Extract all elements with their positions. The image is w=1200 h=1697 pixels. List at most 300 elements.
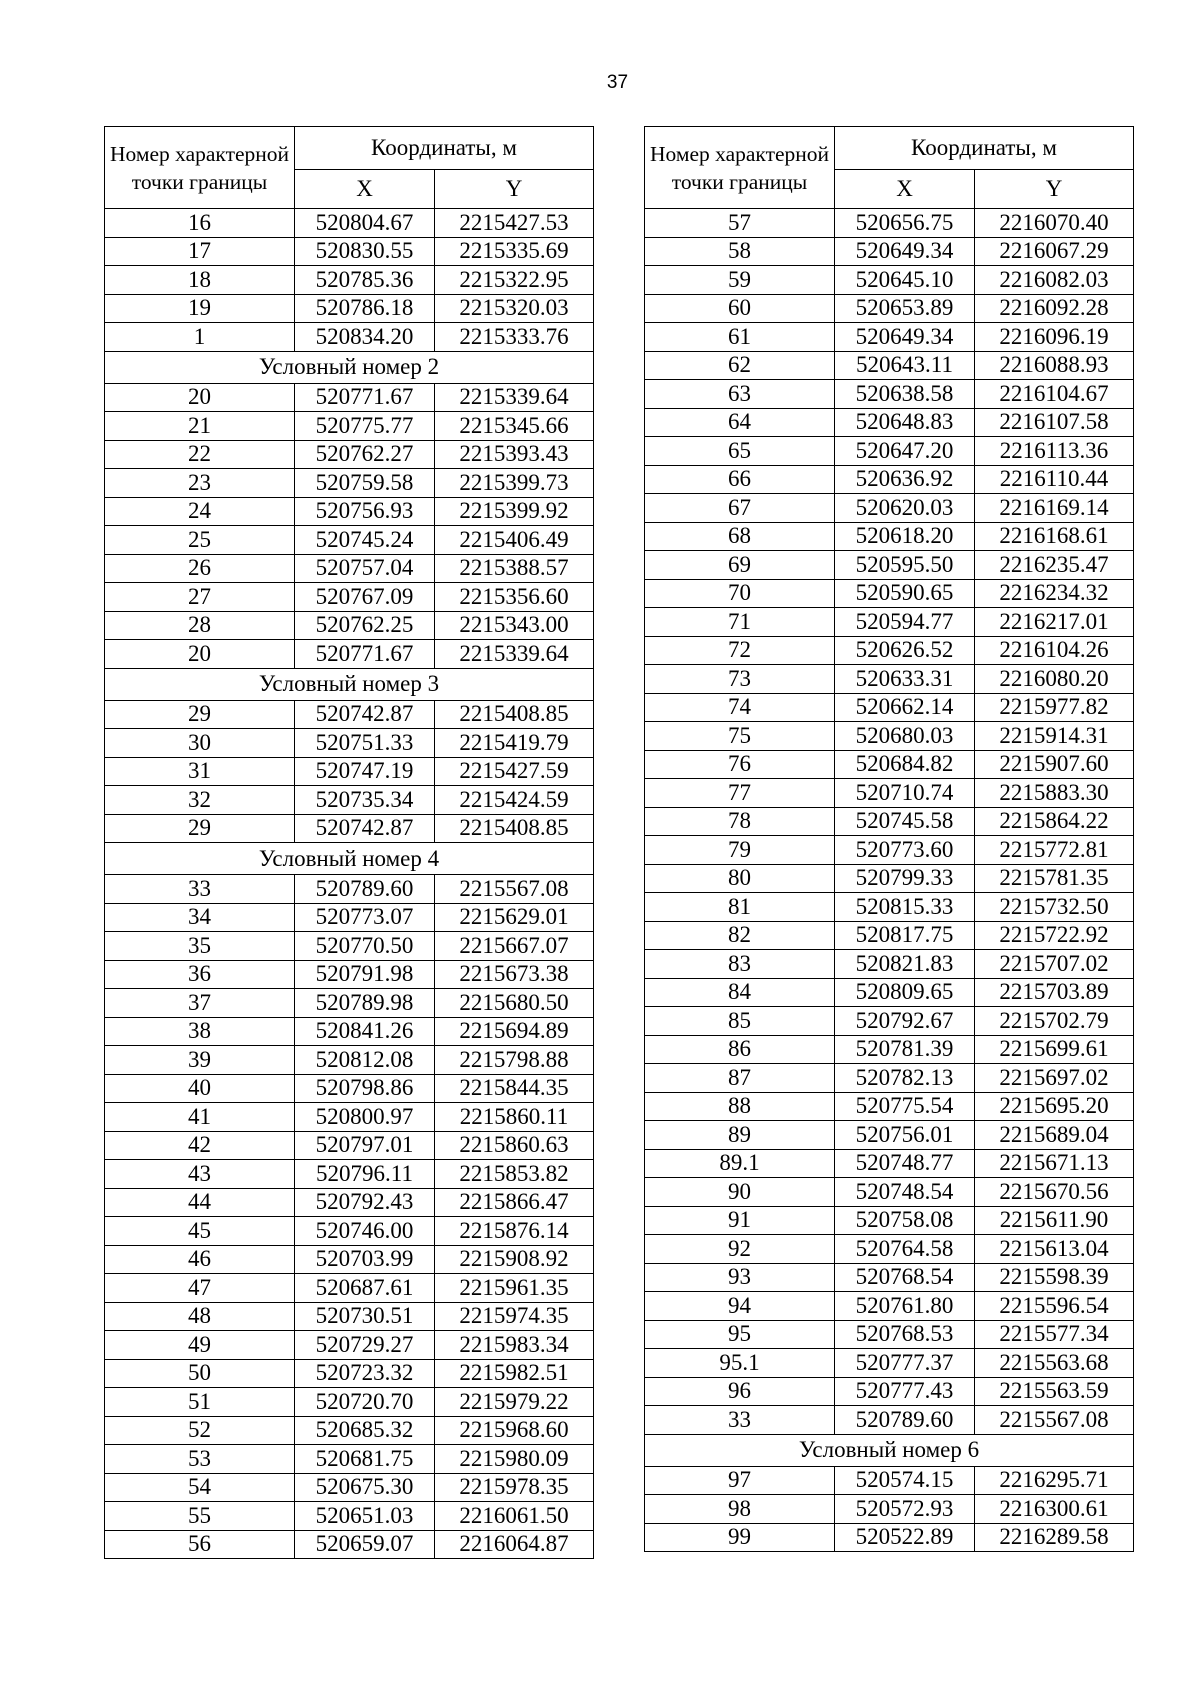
x-coordinate-cell: 520789.98	[295, 989, 435, 1018]
y-coordinate-cell: 2215699.61	[975, 1035, 1134, 1064]
x-coordinate-cell: 520745.24	[295, 526, 435, 555]
x-coordinate-cell: 520633.31	[835, 665, 975, 694]
table-row	[645, 636, 1134, 665]
table-row	[645, 351, 1134, 380]
point-number-cell: 57	[645, 209, 835, 238]
x-coordinate-cell: 520789.60	[835, 1406, 975, 1435]
point-number-cell: 29	[105, 700, 295, 729]
point-number-cell: 1	[105, 323, 295, 352]
table-row	[105, 583, 594, 612]
table-row	[645, 836, 1134, 865]
table-row	[105, 237, 594, 266]
point-number-cell: 64	[645, 408, 835, 437]
x-coordinate-cell: 520659.07	[295, 1530, 435, 1559]
y-coordinate-cell: 2216234.32	[975, 579, 1134, 608]
y-coordinate-cell: 2215798.88	[435, 1046, 594, 1075]
point-number-cell: 59	[645, 266, 835, 295]
table-row	[645, 921, 1134, 950]
point-number-cell: 27	[105, 583, 295, 612]
y-coordinate-cell: 2215982.51	[435, 1359, 594, 1388]
table-row	[105, 1046, 594, 1075]
table-row	[105, 1302, 594, 1331]
point-number-cell: 73	[645, 665, 835, 694]
x-coordinate-cell: 520595.50	[835, 551, 975, 580]
x-coordinate-cell: 520757.04	[295, 554, 435, 583]
point-number-cell: 89.1	[645, 1149, 835, 1178]
y-coordinate-cell: 2215680.50	[435, 989, 594, 1018]
point-number-cell: 93	[645, 1263, 835, 1292]
table-row	[645, 579, 1134, 608]
point-number-cell: 61	[645, 323, 835, 352]
table-row	[645, 209, 1134, 238]
x-coordinate-cell: 520574.15	[835, 1466, 975, 1495]
y-coordinate-cell: 2215983.34	[435, 1331, 594, 1360]
x-coordinate-cell: 520773.60	[835, 836, 975, 865]
x-coordinate-cell: 520756.93	[295, 497, 435, 526]
y-coordinate-cell: 2215567.08	[975, 1406, 1134, 1435]
y-coordinate-cell: 2215671.13	[975, 1149, 1134, 1178]
section-row	[105, 351, 594, 383]
y-coordinate-cell: 2215596.54	[975, 1292, 1134, 1321]
x-coordinate-cell: 520791.98	[295, 960, 435, 989]
y-coordinate-cell: 2215703.89	[975, 978, 1134, 1007]
header-point-number: Номер характерной точки границы	[645, 127, 835, 209]
y-coordinate-cell: 2216064.87	[435, 1530, 594, 1559]
table-row	[645, 1495, 1134, 1524]
section-title: Условный номер 3	[105, 668, 594, 700]
x-coordinate-cell: 520742.87	[295, 700, 435, 729]
point-number-cell: 33	[645, 1406, 835, 1435]
y-coordinate-cell: 2216107.58	[975, 408, 1134, 437]
point-number-cell: 62	[645, 351, 835, 380]
x-coordinate-cell: 520742.87	[295, 814, 435, 843]
point-number-cell: 30	[105, 729, 295, 758]
y-coordinate-cell: 2215419.79	[435, 729, 594, 758]
table-row	[105, 383, 594, 412]
point-number-cell: 91	[645, 1206, 835, 1235]
table-row	[105, 1388, 594, 1417]
point-number-cell: 86	[645, 1035, 835, 1064]
point-number-cell: 42	[105, 1131, 295, 1160]
point-number-cell: 21	[105, 412, 295, 441]
table-row	[105, 1017, 594, 1046]
x-coordinate-cell: 520777.37	[835, 1349, 975, 1378]
table-row	[645, 665, 1134, 694]
header-point-number: Номер характерной точки границы	[105, 127, 295, 209]
table-row	[105, 294, 594, 323]
x-coordinate-cell: 520687.61	[295, 1274, 435, 1303]
point-number-cell: 82	[645, 921, 835, 950]
y-coordinate-cell: 2215399.73	[435, 469, 594, 498]
table-row	[105, 526, 594, 555]
table-row	[105, 209, 594, 238]
table-row	[645, 1178, 1134, 1207]
point-number-cell: 69	[645, 551, 835, 580]
x-coordinate-cell: 520773.07	[295, 903, 435, 932]
point-number-cell: 70	[645, 579, 835, 608]
x-coordinate-cell: 520651.03	[295, 1502, 435, 1531]
point-number-cell: 85	[645, 1007, 835, 1036]
y-coordinate-cell: 2216168.61	[975, 522, 1134, 551]
x-coordinate-cell: 520792.67	[835, 1007, 975, 1036]
point-number-cell: 94	[645, 1292, 835, 1321]
point-number-cell: 97	[645, 1466, 835, 1495]
y-coordinate-cell: 2215613.04	[975, 1235, 1134, 1264]
point-number-cell: 22	[105, 440, 295, 469]
x-coordinate-cell: 520748.54	[835, 1178, 975, 1207]
y-coordinate-cell: 2215356.60	[435, 583, 594, 612]
table-row	[105, 1188, 594, 1217]
header-y: Y	[975, 170, 1134, 209]
y-coordinate-cell: 2215667.07	[435, 932, 594, 961]
y-coordinate-cell: 2215343.00	[435, 611, 594, 640]
point-number-cell: 74	[645, 693, 835, 722]
table-row	[105, 497, 594, 526]
point-number-cell: 71	[645, 608, 835, 637]
section-title: Условный номер 2	[105, 351, 594, 383]
y-coordinate-cell: 2215860.11	[435, 1103, 594, 1132]
x-coordinate-cell: 520618.20	[835, 522, 975, 551]
y-coordinate-cell: 2216080.20	[975, 665, 1134, 694]
y-coordinate-cell: 2216082.03	[975, 266, 1134, 295]
point-number-cell: 98	[645, 1495, 835, 1524]
y-coordinate-cell: 2215563.59	[975, 1377, 1134, 1406]
x-coordinate-cell: 520775.54	[835, 1092, 975, 1121]
point-number-cell: 47	[105, 1274, 295, 1303]
point-number-cell: 53	[105, 1445, 295, 1474]
y-coordinate-cell: 2215670.56	[975, 1178, 1134, 1207]
table-row	[105, 960, 594, 989]
x-coordinate-cell: 520723.32	[295, 1359, 435, 1388]
y-coordinate-cell: 2215702.79	[975, 1007, 1134, 1036]
y-coordinate-cell: 2215577.34	[975, 1320, 1134, 1349]
point-number-cell: 80	[645, 864, 835, 893]
x-coordinate-cell: 520649.34	[835, 323, 975, 352]
x-coordinate-cell: 520815.33	[835, 893, 975, 922]
point-number-cell: 17	[105, 237, 295, 266]
x-coordinate-cell: 520809.65	[835, 978, 975, 1007]
table-row	[645, 1377, 1134, 1406]
point-number-cell: 67	[645, 494, 835, 523]
table-row	[645, 237, 1134, 266]
x-coordinate-cell: 520764.58	[835, 1235, 975, 1264]
table-row	[645, 1466, 1134, 1495]
table-row	[645, 1064, 1134, 1093]
y-coordinate-cell: 2215406.49	[435, 526, 594, 555]
point-number-cell: 35	[105, 932, 295, 961]
x-coordinate-cell: 520746.00	[295, 1217, 435, 1246]
point-number-cell: 78	[645, 807, 835, 836]
table-row	[105, 786, 594, 815]
x-coordinate-cell: 520785.36	[295, 266, 435, 295]
x-coordinate-cell: 520680.03	[835, 722, 975, 751]
header-y: Y	[435, 170, 594, 209]
table-row	[105, 266, 594, 295]
table-row	[105, 700, 594, 729]
point-number-cell: 44	[105, 1188, 295, 1217]
y-coordinate-cell: 2216070.40	[975, 209, 1134, 238]
y-coordinate-cell: 2215611.90	[975, 1206, 1134, 1235]
x-coordinate-cell: 520703.99	[295, 1245, 435, 1274]
table-row	[105, 1245, 594, 1274]
y-coordinate-cell: 2216289.58	[975, 1523, 1134, 1552]
y-coordinate-cell: 2215673.38	[435, 960, 594, 989]
y-coordinate-cell: 2215853.82	[435, 1160, 594, 1189]
point-number-cell: 45	[105, 1217, 295, 1246]
table-row	[105, 611, 594, 640]
x-coordinate-cell: 520830.55	[295, 237, 435, 266]
point-number-cell: 84	[645, 978, 835, 1007]
table-row	[645, 1349, 1134, 1378]
x-coordinate-cell: 520786.18	[295, 294, 435, 323]
x-coordinate-cell: 520522.89	[835, 1523, 975, 1552]
y-coordinate-cell: 2216067.29	[975, 237, 1134, 266]
table-row	[105, 440, 594, 469]
table-row	[645, 380, 1134, 409]
y-coordinate-cell: 2216096.19	[975, 323, 1134, 352]
y-coordinate-cell: 2215883.30	[975, 779, 1134, 808]
table-row	[645, 1263, 1134, 1292]
table-row	[645, 950, 1134, 979]
point-number-cell: 96	[645, 1377, 835, 1406]
table-row	[645, 1092, 1134, 1121]
y-coordinate-cell: 2215598.39	[975, 1263, 1134, 1292]
header-coordinates: Координаты, м	[295, 127, 594, 170]
point-number-cell: 68	[645, 522, 835, 551]
point-number-cell: 81	[645, 893, 835, 922]
table-row	[105, 1331, 594, 1360]
table-row	[105, 1217, 594, 1246]
table-row	[645, 1206, 1134, 1235]
point-number-cell: 66	[645, 465, 835, 494]
x-coordinate-cell: 520771.67	[295, 640, 435, 669]
table-row	[105, 412, 594, 441]
point-number-cell: 92	[645, 1235, 835, 1264]
x-coordinate-cell: 520729.27	[295, 1331, 435, 1360]
x-coordinate-cell: 520730.51	[295, 1302, 435, 1331]
table-row	[645, 323, 1134, 352]
y-coordinate-cell: 2215427.59	[435, 757, 594, 786]
table-row	[645, 1320, 1134, 1349]
x-coordinate-cell: 520647.20	[835, 437, 975, 466]
point-number-cell: 75	[645, 722, 835, 751]
x-coordinate-cell: 520735.34	[295, 786, 435, 815]
table-row	[105, 1502, 594, 1531]
y-coordinate-cell: 2215697.02	[975, 1064, 1134, 1093]
table-row	[105, 640, 594, 669]
table-row	[105, 729, 594, 758]
x-coordinate-cell: 520841.26	[295, 1017, 435, 1046]
y-coordinate-cell: 2215694.89	[435, 1017, 594, 1046]
x-coordinate-cell: 520797.01	[295, 1131, 435, 1160]
point-number-cell: 55	[105, 1502, 295, 1531]
point-number-cell: 28	[105, 611, 295, 640]
x-coordinate-cell: 520800.97	[295, 1103, 435, 1132]
point-number-cell: 50	[105, 1359, 295, 1388]
point-number-cell: 29	[105, 814, 295, 843]
y-coordinate-cell: 2215844.35	[435, 1074, 594, 1103]
point-number-cell: 23	[105, 469, 295, 498]
header-coordinates: Координаты, м	[835, 127, 1134, 170]
table-row	[645, 1523, 1134, 1552]
y-coordinate-cell: 2215427.53	[435, 209, 594, 238]
table-row	[645, 693, 1134, 722]
point-number-cell: 72	[645, 636, 835, 665]
point-number-cell: 88	[645, 1092, 835, 1121]
y-coordinate-cell: 2215563.68	[975, 1349, 1134, 1378]
y-coordinate-cell: 2215781.35	[975, 864, 1134, 893]
point-number-cell: 51	[105, 1388, 295, 1417]
point-number-cell: 38	[105, 1017, 295, 1046]
y-coordinate-cell: 2215393.43	[435, 440, 594, 469]
x-coordinate-cell: 520572.93	[835, 1495, 975, 1524]
y-coordinate-cell: 2215424.59	[435, 786, 594, 815]
table-row	[105, 1160, 594, 1189]
table-row	[645, 494, 1134, 523]
table-row	[105, 469, 594, 498]
point-number-cell: 26	[105, 554, 295, 583]
table-row	[105, 1473, 594, 1502]
point-number-cell: 20	[105, 640, 295, 669]
table-row	[645, 522, 1134, 551]
table-row	[645, 779, 1134, 808]
x-coordinate-cell: 520648.83	[835, 408, 975, 437]
x-coordinate-cell: 520775.77	[295, 412, 435, 441]
y-coordinate-cell: 2216169.14	[975, 494, 1134, 523]
point-number-cell: 43	[105, 1160, 295, 1189]
point-number-cell: 79	[645, 836, 835, 865]
x-coordinate-cell: 520771.67	[295, 383, 435, 412]
point-number-cell: 63	[645, 380, 835, 409]
x-coordinate-cell: 520792.43	[295, 1188, 435, 1217]
table-row	[105, 323, 594, 352]
x-coordinate-cell: 520681.75	[295, 1445, 435, 1474]
point-number-cell: 76	[645, 750, 835, 779]
x-coordinate-cell: 520684.82	[835, 750, 975, 779]
point-number-cell: 54	[105, 1473, 295, 1502]
y-coordinate-cell: 2215722.92	[975, 921, 1134, 950]
point-number-cell: 48	[105, 1302, 295, 1331]
x-coordinate-cell: 520762.25	[295, 611, 435, 640]
y-coordinate-cell: 2216217.01	[975, 608, 1134, 637]
point-number-cell: 87	[645, 1064, 835, 1093]
y-coordinate-cell: 2215866.47	[435, 1188, 594, 1217]
table-row	[105, 1445, 594, 1474]
y-coordinate-cell: 2215914.31	[975, 722, 1134, 751]
table-row	[645, 864, 1134, 893]
x-coordinate-cell: 520720.70	[295, 1388, 435, 1417]
table-row	[645, 1149, 1134, 1178]
x-coordinate-cell: 520834.20	[295, 323, 435, 352]
y-coordinate-cell: 2216295.71	[975, 1466, 1134, 1495]
table-row	[105, 554, 594, 583]
table-row	[645, 465, 1134, 494]
y-coordinate-cell: 2215629.01	[435, 903, 594, 932]
header-x: X	[295, 170, 435, 209]
x-coordinate-cell: 520821.83	[835, 950, 975, 979]
y-coordinate-cell: 2215345.66	[435, 412, 594, 441]
x-coordinate-cell: 520789.60	[295, 875, 435, 904]
header-x: X	[835, 170, 975, 209]
point-number-cell: 90	[645, 1178, 835, 1207]
y-coordinate-cell: 2216113.36	[975, 437, 1134, 466]
x-coordinate-cell: 520796.11	[295, 1160, 435, 1189]
coordinates-table-right	[644, 126, 1134, 1552]
y-coordinate-cell: 2215978.35	[435, 1473, 594, 1502]
x-coordinate-cell: 520817.75	[835, 921, 975, 950]
point-number-cell: 34	[105, 903, 295, 932]
y-coordinate-cell: 2216061.50	[435, 1502, 594, 1531]
point-number-cell: 24	[105, 497, 295, 526]
table-row	[645, 1406, 1134, 1435]
table-row	[105, 1359, 594, 1388]
point-number-cell: 19	[105, 294, 295, 323]
x-coordinate-cell: 520804.67	[295, 209, 435, 238]
section-row	[105, 843, 594, 875]
x-coordinate-cell: 520747.19	[295, 757, 435, 786]
x-coordinate-cell: 520594.77	[835, 608, 975, 637]
y-coordinate-cell: 2215695.20	[975, 1092, 1134, 1121]
point-number-cell: 37	[105, 989, 295, 1018]
table-row	[105, 875, 594, 904]
table-row	[645, 1121, 1134, 1150]
y-coordinate-cell: 2216104.26	[975, 636, 1134, 665]
table-row	[645, 1235, 1134, 1264]
y-coordinate-cell: 2216092.28	[975, 294, 1134, 323]
y-coordinate-cell: 2215980.09	[435, 1445, 594, 1474]
x-coordinate-cell: 520685.32	[295, 1416, 435, 1445]
y-coordinate-cell: 2216088.93	[975, 351, 1134, 380]
point-number-cell: 95.1	[645, 1349, 835, 1378]
point-number-cell: 77	[645, 779, 835, 808]
table-row	[645, 1035, 1134, 1064]
section-row	[105, 668, 594, 700]
y-coordinate-cell: 2215908.92	[435, 1245, 594, 1274]
x-coordinate-cell: 520645.10	[835, 266, 975, 295]
table-row	[645, 608, 1134, 637]
x-coordinate-cell: 520761.80	[835, 1292, 975, 1321]
x-coordinate-cell: 520782.13	[835, 1064, 975, 1093]
y-coordinate-cell: 2215707.02	[975, 950, 1134, 979]
y-coordinate-cell: 2215388.57	[435, 554, 594, 583]
y-coordinate-cell: 2215335.69	[435, 237, 594, 266]
y-coordinate-cell: 2215979.22	[435, 1388, 594, 1417]
y-coordinate-cell: 2215977.82	[975, 693, 1134, 722]
point-number-cell: 83	[645, 950, 835, 979]
point-number-cell: 99	[645, 1523, 835, 1552]
x-coordinate-cell: 520756.01	[835, 1121, 975, 1150]
table-row	[105, 1074, 594, 1103]
point-number-cell: 58	[645, 237, 835, 266]
x-coordinate-cell: 520767.09	[295, 583, 435, 612]
table-row	[105, 989, 594, 1018]
table-row	[105, 1131, 594, 1160]
y-coordinate-cell: 2215772.81	[975, 836, 1134, 865]
y-coordinate-cell: 2215408.85	[435, 814, 594, 843]
point-number-cell: 33	[105, 875, 295, 904]
y-coordinate-cell: 2215961.35	[435, 1274, 594, 1303]
x-coordinate-cell: 520626.52	[835, 636, 975, 665]
point-number-cell: 56	[105, 1530, 295, 1559]
table-row	[105, 1416, 594, 1445]
y-coordinate-cell: 2215408.85	[435, 700, 594, 729]
x-coordinate-cell: 520662.14	[835, 693, 975, 722]
x-coordinate-cell: 520812.08	[295, 1046, 435, 1075]
y-coordinate-cell: 2215322.95	[435, 266, 594, 295]
table-row	[105, 757, 594, 786]
point-number-cell: 39	[105, 1046, 295, 1075]
coordinates-table-left	[104, 126, 594, 1559]
